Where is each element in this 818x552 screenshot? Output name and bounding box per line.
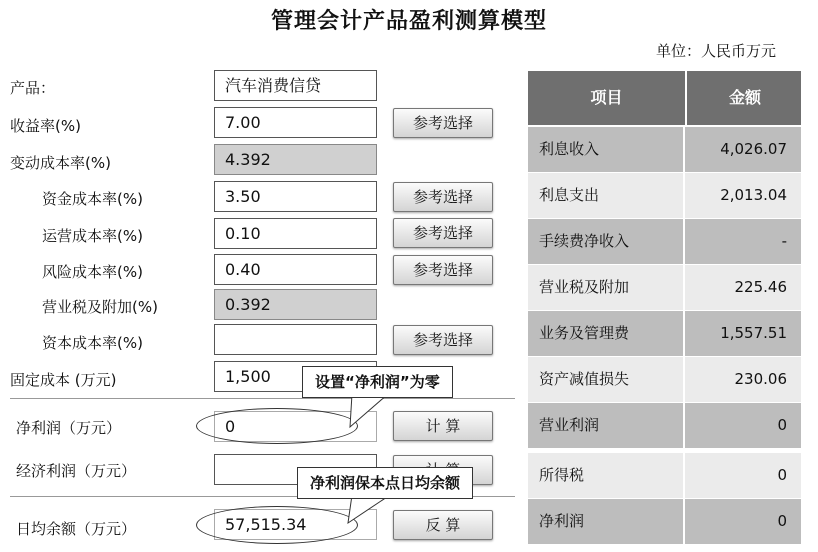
header-amount: 金额 [685, 71, 803, 125]
table-row [528, 311, 801, 357]
unit-label: 单位：人民币万元 [655, 42, 776, 60]
row-item: 所得税 [528, 453, 683, 498]
row-amount: 1,557.51 [685, 311, 801, 356]
callout-pointer-balance [348, 495, 390, 523]
risk-ref-select-button[interactable]: 参考选择 [393, 255, 493, 285]
table-row [528, 219, 801, 265]
daily-balance-field[interactable]: 57,515.34 [214, 509, 377, 540]
header-item: 项目 [590, 88, 623, 107]
row-amount: 0 [685, 403, 801, 448]
row-amount: 4,026.07 [685, 127, 801, 172]
row-amount: 225.46 [685, 265, 801, 310]
row-amount: 0 [685, 453, 801, 498]
funding-cost-field[interactable]: 3.50 [214, 181, 377, 212]
table-row [528, 499, 801, 545]
funding-cost-label: 资金成本率(%) [42, 190, 143, 208]
row-item: 资产减值损失 [528, 357, 683, 402]
row-item: 业务及管理费 [528, 311, 683, 356]
row-amount: 0 [685, 499, 801, 544]
capital-ref-select-button[interactable]: 参考选择 [393, 325, 493, 355]
row-item: 净利润 [528, 499, 683, 544]
table-row [528, 403, 801, 449]
risk-cost-label: 风险成本率(%) [42, 263, 143, 281]
callout-pointer-net-profit [350, 394, 388, 427]
tax-field: 0.392 [214, 289, 377, 320]
row-amount: 230.06 [685, 357, 801, 402]
operating-cost-label: 运营成本率(%) [42, 227, 143, 245]
row-item: 手续费净收入 [528, 219, 683, 264]
yield-field[interactable]: 7.00 [214, 107, 377, 138]
economic-profit-label: 经济利润（万元） [16, 462, 137, 480]
row-item: 营业税及附加 [528, 265, 683, 310]
net-profit-label: 净利润（万元） [16, 419, 122, 437]
product-field[interactable]: 汽车消费信贷 [214, 70, 377, 101]
operating-cost-field[interactable]: 0.10 [214, 218, 377, 249]
operating-ref-select-button[interactable]: 参考选择 [393, 218, 493, 248]
variable-cost-field: 4.392 [214, 144, 377, 175]
page-title: 管理会计产品盈利测算模型 [270, 9, 547, 34]
yield-label: 收益率(%) [10, 117, 81, 135]
tax-label: 营业税及附加(%) [42, 298, 158, 316]
callout-breakeven-balance: 净利润保本点日均余额 [297, 467, 473, 499]
yield-ref-select-button[interactable]: 参考选择 [393, 108, 493, 138]
table-row [528, 127, 801, 173]
table-row [528, 173, 801, 219]
funding-ref-select-button[interactable]: 参考选择 [393, 182, 493, 212]
table-row [528, 453, 801, 499]
net-profit-field[interactable]: 0 [214, 411, 377, 442]
row-item: 利息收入 [528, 127, 683, 172]
row-item: 营业利润 [528, 403, 683, 448]
callout-set-net-profit: 设置“净利润”为零 [302, 366, 453, 398]
risk-cost-field[interactable]: 0.40 [214, 254, 377, 285]
variable-cost-label: 变动成本率(%) [10, 154, 111, 172]
table-row [528, 265, 801, 311]
daily-balance-label: 日均余额（万元） [16, 520, 137, 538]
row-item: 利息支出 [528, 173, 683, 218]
capital-cost-label: 资本成本率(%) [42, 334, 143, 352]
fixed-cost-field[interactable]: 1,500 [214, 361, 377, 392]
table-header [528, 71, 801, 125]
row-amount: 2,013.04 [685, 173, 801, 218]
reverse-calc-button[interactable]: 反 算 [393, 510, 493, 540]
table-row [528, 357, 801, 403]
calc-button[interactable]: 计 算 [393, 411, 493, 441]
fixed-cost-label: 固定成本 (万元) [10, 371, 117, 389]
row-amount: - [685, 219, 801, 264]
product-label: 产品： [10, 79, 56, 97]
